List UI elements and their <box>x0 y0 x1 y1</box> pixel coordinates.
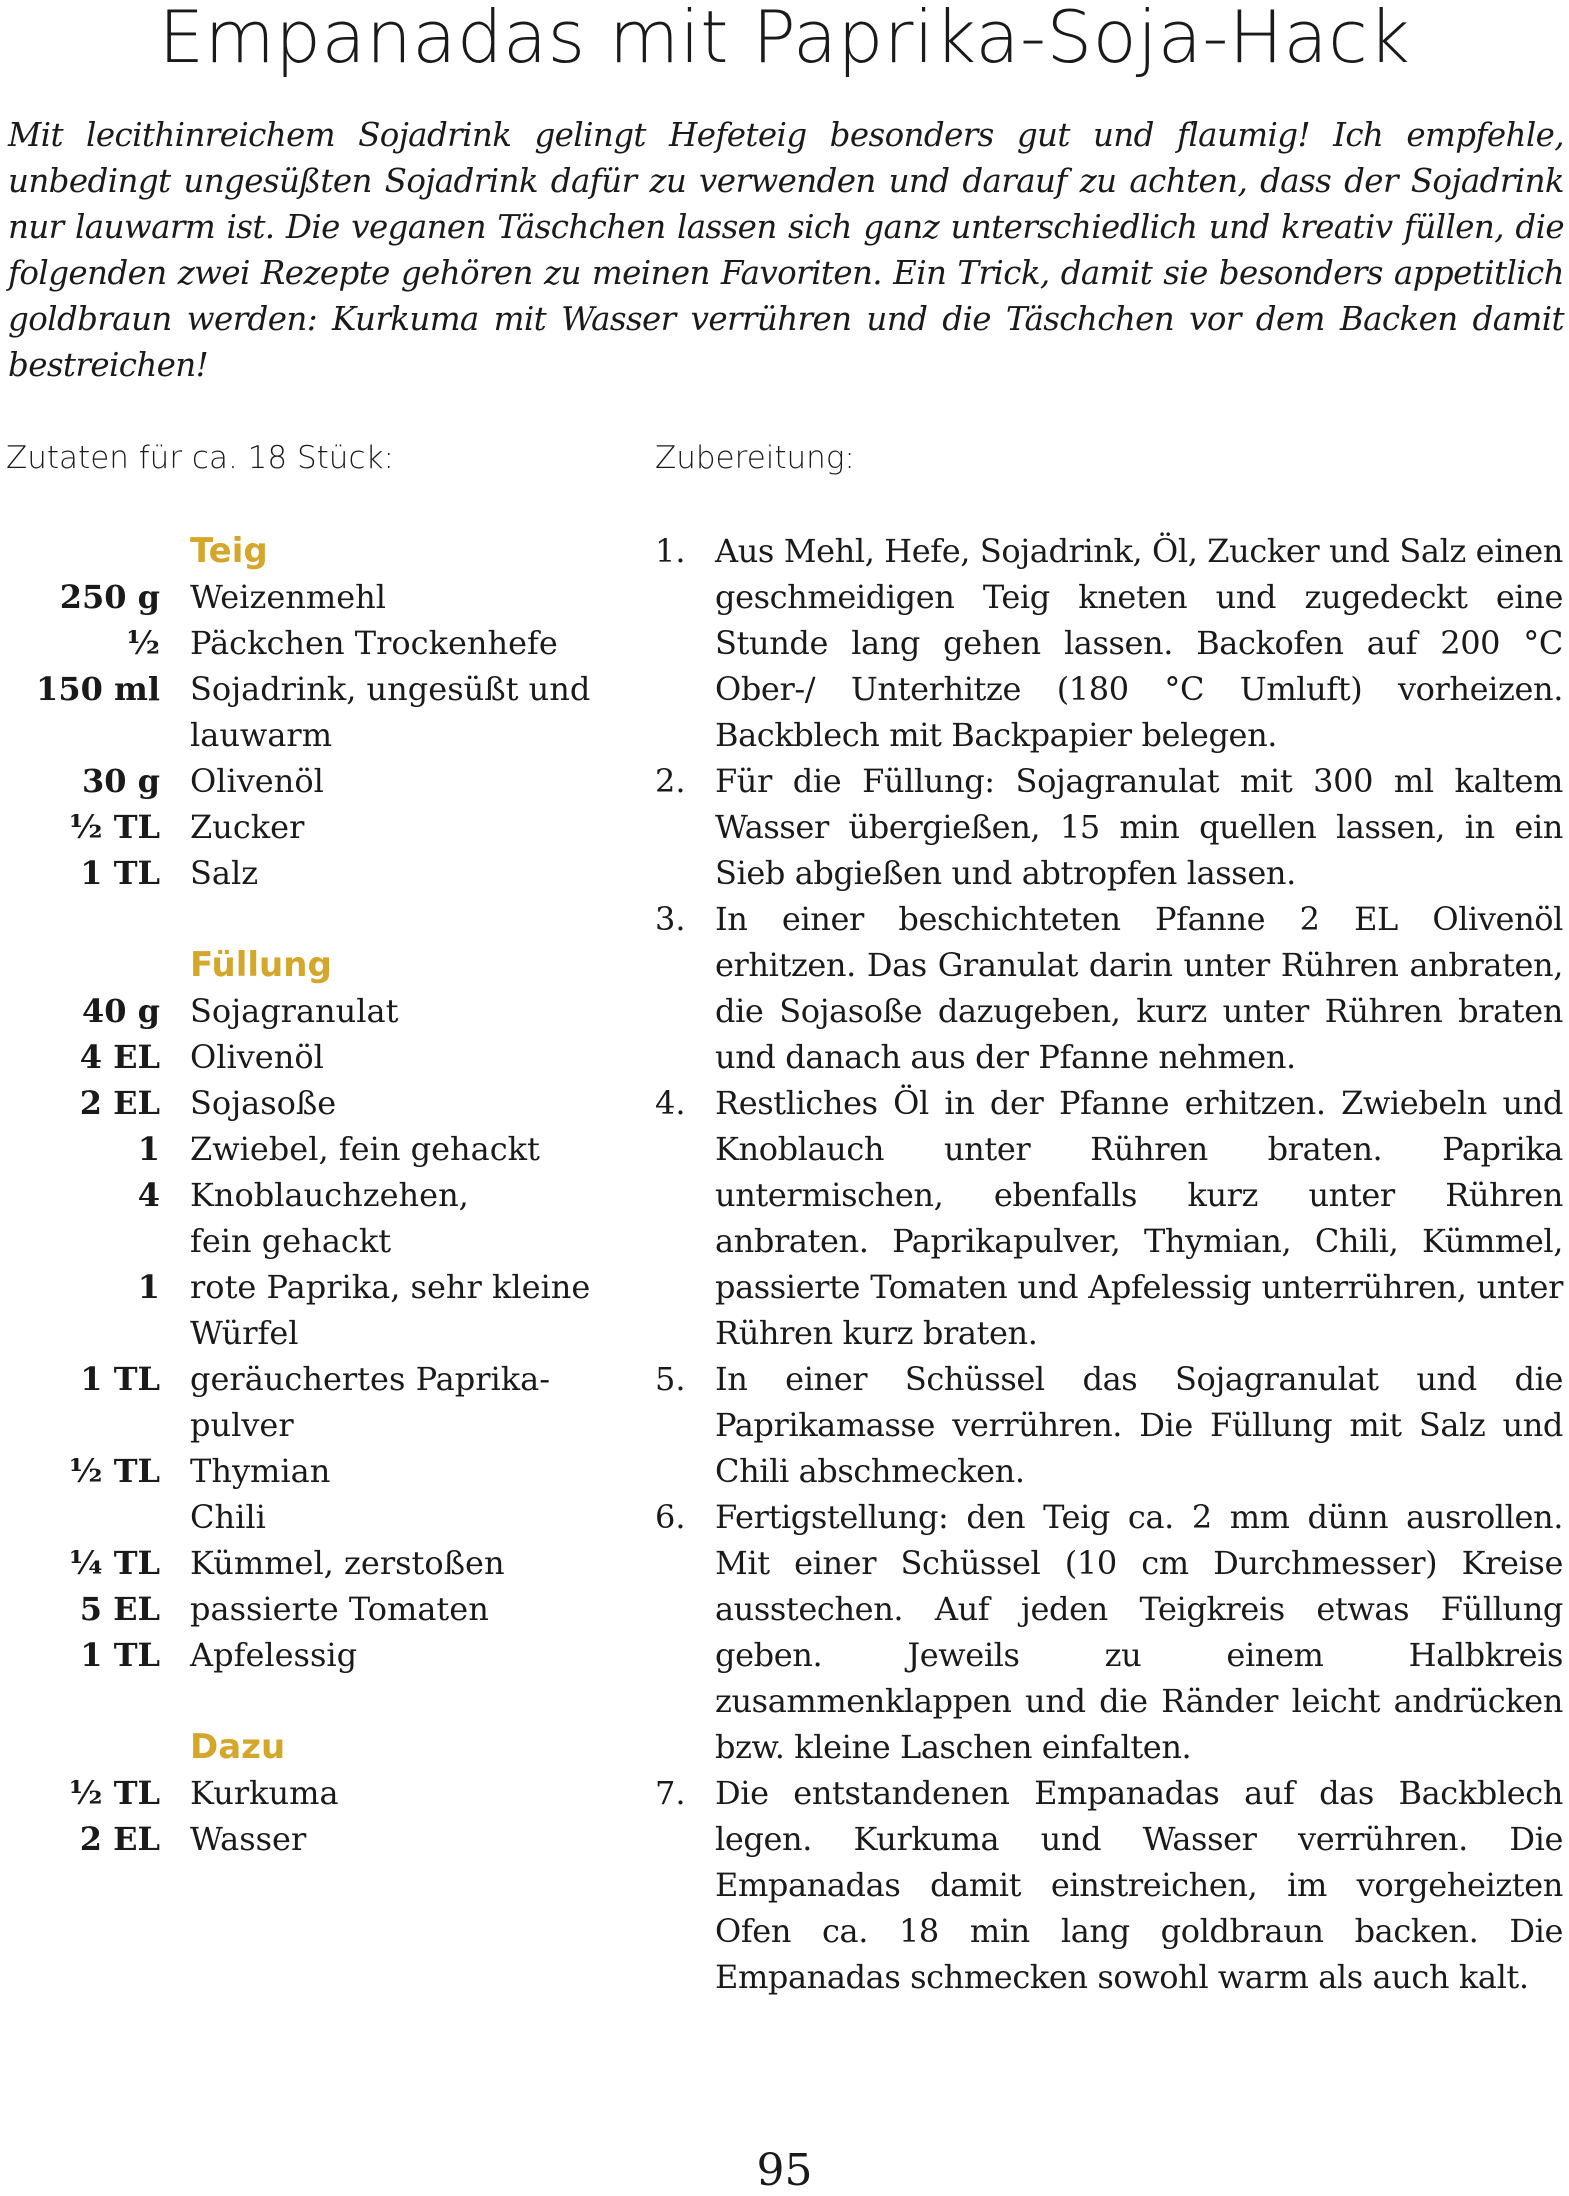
ingredient-row <box>0 1540 640 1586</box>
ingredient-row <box>0 758 640 804</box>
ingredient-row <box>0 1448 640 1494</box>
ingredient-name: Sojagranulat <box>190 992 399 1030</box>
ingredient-row <box>0 988 640 1034</box>
ingredient-quantity: 250 g <box>59 578 160 616</box>
ingredient-name: rote Paprika, sehr kleine <box>190 1268 591 1306</box>
ingredient-row <box>0 1172 640 1218</box>
ingredient-name: passierte Tomaten <box>190 1590 489 1628</box>
ingredient-quantity: ½ <box>126 624 160 662</box>
ingredient-row <box>0 1402 640 1448</box>
preparation-step <box>655 758 1563 896</box>
ingredient-name: Würfel <box>190 1314 299 1352</box>
ingredient-section <box>0 942 640 1678</box>
ingredient-quantity: ½ TL <box>69 808 160 846</box>
ingredient-name: Knoblauchzehen, <box>190 1176 469 1214</box>
ingredient-row <box>0 1816 640 1862</box>
preparation-step <box>655 1080 1563 1356</box>
page-number: 95 <box>756 2145 813 2196</box>
ingredient-quantity: 1 TL <box>80 1636 160 1674</box>
step-number: 6. <box>655 1498 686 1536</box>
step-number: 4. <box>655 1084 686 1122</box>
preparation-heading: Zubereitung: <box>655 440 855 476</box>
step-number: 5. <box>655 1360 686 1398</box>
ingredient-name: Sojasoße <box>190 1084 337 1122</box>
ingredient-quantity: 5 EL <box>79 1590 160 1628</box>
preparation-step <box>655 528 1563 758</box>
ingredient-name: Thymian <box>190 1452 331 1490</box>
ingredient-quantity: ¼ TL <box>69 1544 160 1582</box>
ingredient-quantity <box>0 1218 190 1264</box>
ingredients-list <box>0 528 640 1908</box>
preparation-step <box>655 896 1563 1080</box>
ingredient-name: Zucker <box>190 808 305 846</box>
ingredient-quantity: 1 TL <box>80 854 160 892</box>
ingredient-name: Weizenmehl <box>190 578 386 616</box>
ingredient-row <box>0 620 640 666</box>
preparation-step <box>655 1770 1563 2000</box>
ingredient-row <box>0 1080 640 1126</box>
ingredient-quantity <box>0 1402 190 1448</box>
step-number: 2. <box>655 762 686 800</box>
ingredient-name: pulver <box>190 1406 294 1444</box>
ingredient-row <box>0 666 640 712</box>
step-text: In einer Schüssel das Sojagranulat und die Paprikamasse verrühren. Die Füllung mit Salz und Chili abschmecken. <box>715 1360 1563 1490</box>
ingredient-row <box>0 1310 640 1356</box>
ingredient-name: geräuchertes Paprika- <box>190 1360 551 1398</box>
ingredient-quantity: 150 ml <box>36 670 160 708</box>
ingredient-row <box>0 1586 640 1632</box>
ingredient-section-title: Füllung <box>190 945 332 985</box>
preparation-step <box>655 1494 1563 1770</box>
ingredient-name: Salz <box>190 854 259 892</box>
ingredient-section <box>0 528 640 896</box>
ingredient-row <box>0 574 640 620</box>
ingredient-quantity: 1 <box>137 1268 160 1306</box>
ingredient-quantity: 2 EL <box>79 1084 160 1122</box>
ingredient-quantity <box>0 1310 190 1356</box>
ingredient-row <box>0 712 640 758</box>
ingredient-row <box>0 1034 640 1080</box>
ingredient-section-title: Dazu <box>190 1727 286 1767</box>
ingredient-row <box>0 1356 640 1402</box>
step-text: Die entstandenen Empanadas auf das Backblech legen. Kurkuma und Wasser verrühren. Die Empanadas damit einstreichen, im vorgeheizten Ofen ca. 18 min lang goldbraun backen. Die Empanadas schmecken sowohl warm als auch kalt. <box>715 1774 1563 1996</box>
ingredient-quantity: 4 EL <box>79 1038 160 1076</box>
ingredient-section <box>0 1724 640 1862</box>
ingredient-name: Olivenöl <box>190 1038 324 1076</box>
ingredient-quantity <box>0 1494 190 1540</box>
ingredient-quantity: 30 g <box>81 762 160 800</box>
ingredients-heading: Zutaten für ca. 18 Stück: <box>6 440 394 476</box>
ingredient-name: Kurkuma <box>190 1774 339 1812</box>
step-text: Fertigstellung: den Teig ca. 2 mm dünn ausrollen. Mit einer Schüssel (10 cm Durchmesser) Kreise ausstechen. Auf jeden Teigkreis etwas Füllung geben. Jeweils zu einem Halbkreis zusammenklappen und die Ränder leicht andrücken bzw. kleine Laschen einfalten. <box>715 1498 1563 1766</box>
ingredient-name: Zwiebel, fein gehackt <box>190 1130 540 1168</box>
ingredient-quantity: 1 <box>137 1130 160 1168</box>
ingredient-name: Apfelessig <box>190 1636 358 1674</box>
ingredient-row <box>0 804 640 850</box>
step-number: 3. <box>655 900 686 938</box>
preparation-steps <box>655 528 1563 2000</box>
ingredient-row <box>0 1770 640 1816</box>
ingredient-quantity: ½ TL <box>69 1774 160 1812</box>
ingredient-quantity: 4 <box>137 1176 160 1214</box>
preparation-step <box>655 1356 1563 1494</box>
ingredient-name: Olivenöl <box>190 762 324 800</box>
ingredient-row <box>0 1632 640 1678</box>
step-text: Restliches Öl in der Pfanne erhitzen. Zwiebeln und Knoblauch unter Rühren braten. Paprika untermischen, ebenfalls kurz unter Rühren anbraten. Paprikapulver, Thymian, Chili, Kümmel, passierte Tomaten und Apfelessig unterrühren, unter Rühren kurz braten. <box>715 1084 1563 1352</box>
ingredient-name: Wasser <box>190 1820 307 1858</box>
ingredient-quantity: 40 g <box>81 992 160 1030</box>
step-number: 1. <box>655 532 686 570</box>
ingredient-quantity <box>0 712 190 758</box>
ingredient-quantity: 2 EL <box>79 1820 160 1858</box>
page-title: Empanadas mit Paprika-Soja-Hack <box>158 0 1411 79</box>
ingredient-row <box>0 1494 640 1540</box>
ingredient-section-title: Teig <box>190 531 268 571</box>
ingredient-name: fein gehackt <box>190 1222 392 1260</box>
step-number: 7. <box>655 1774 686 1812</box>
ingredient-name: Kümmel, zerstoßen <box>190 1544 505 1582</box>
step-text: In einer beschichteten Pfanne 2 EL Olivenöl erhitzen. Das Granulat darin unter Rühren anbraten, die Sojasoße dazugeben, kurz unter Rühren braten und danach aus der Pfanne nehmen. <box>715 900 1563 1076</box>
ingredient-row <box>0 1126 640 1172</box>
ingredient-quantity: 1 TL <box>80 1360 160 1398</box>
ingredient-name: Päckchen Trockenhefe <box>190 624 558 662</box>
ingredient-row <box>0 1218 640 1264</box>
step-text: Für die Füllung: Sojagranulat mit 300 ml kaltem Wasser übergießen, 15 min quellen lassen, in ein Sieb abgießen und abtropfen lassen. <box>715 762 1563 892</box>
ingredient-name: lauwarm <box>190 716 333 754</box>
ingredient-row <box>0 850 640 896</box>
ingredient-quantity: ½ TL <box>69 1452 160 1490</box>
ingredient-name: Sojadrink, ungesüßt und <box>190 670 591 708</box>
ingredient-name: Chili <box>190 1498 266 1536</box>
intro-paragraph: Mit lecithinreichem Sojadrink gelingt Hefeteig besonders gut und flaumig! Ich empfehle, unbedingt ungesüßten Sojadrink dafür zu verwenden und darauf zu achten, dass der Sojadrink nur lauwarm ist. Die veganen Täschchen lassen sich ganz unterschiedlich und kreativ füllen, die folgenden zwei Rezepte gehören zu meinen Favoriten. Ein Trick, damit sie besonders appetitlich goldbraun werden: Kurkuma mit Wasser verrühren und die Täschchen vor dem Backen damit bestreichen! <box>8 116 1564 384</box>
ingredient-row <box>0 1264 640 1310</box>
step-text: Aus Mehl, Hefe, Sojadrink, Öl, Zucker und Salz einen geschmeidigen Teig kneten und zugedeckt eine Stunde lang gehen lassen. Backofen auf 200 °C Ober-/ Unterhitze (180 °C Umluft) vorheizen. Backblech mit Backpapier belegen. <box>715 532 1563 754</box>
